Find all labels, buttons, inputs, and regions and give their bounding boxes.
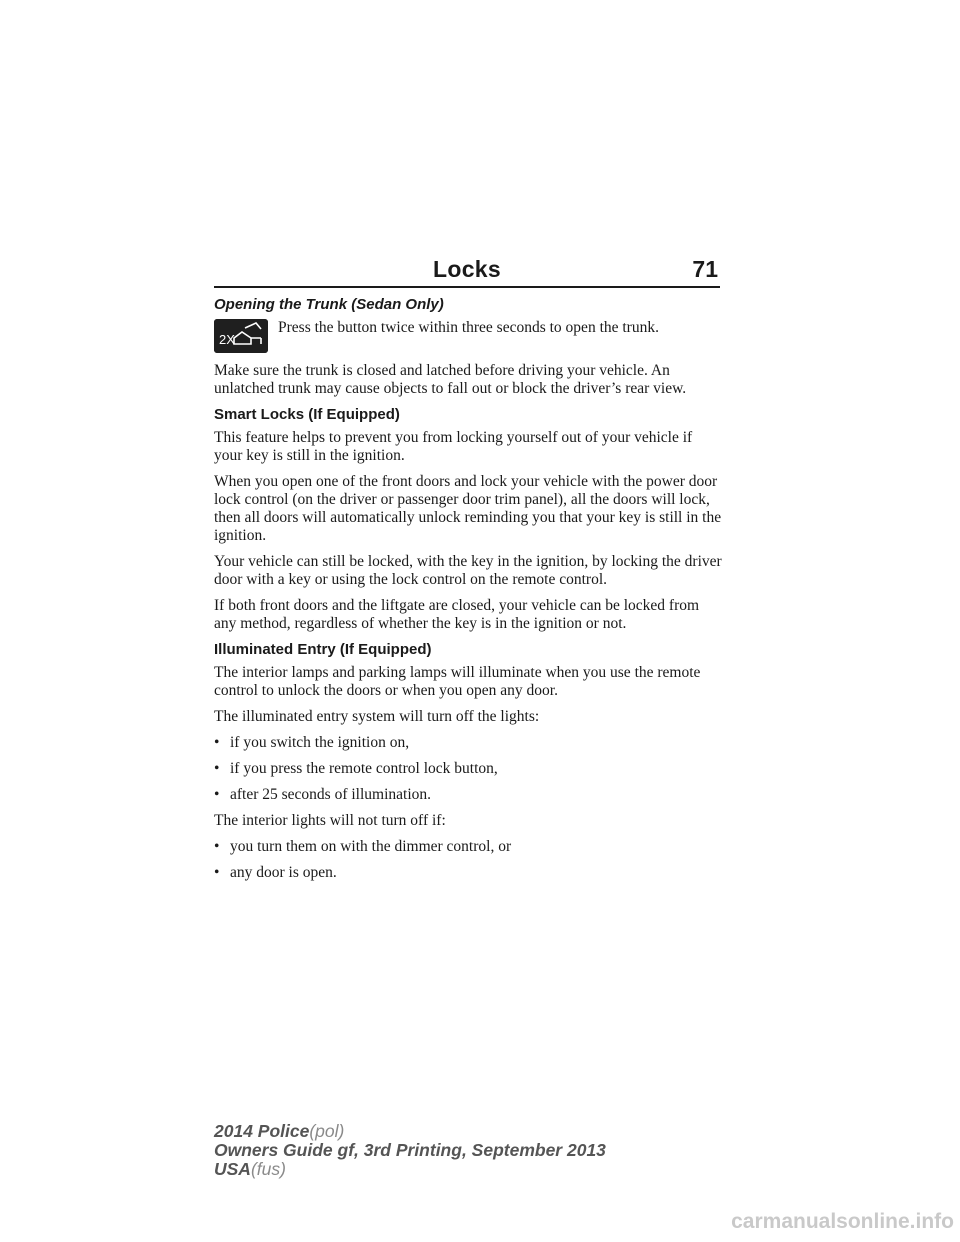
list-item	[214, 864, 722, 882]
list-item-text: after 25 seconds of illumination.	[230, 786, 432, 803]
stay-on-intro: The interior lights will not turn off if:	[214, 812, 446, 829]
list-item-text: any door is open.	[230, 864, 337, 881]
footer-market-code: (fus)	[250, 1159, 286, 1179]
footer-line-2: Owners Guide gf, 3rd Printing, September 2013	[214, 1140, 606, 1160]
bullet-icon: •	[214, 838, 220, 855]
bullet-icon: •	[214, 864, 220, 881]
bullet-icon: •	[214, 786, 220, 803]
footer-line-3	[214, 1160, 606, 1179]
bullet-icon: •	[214, 734, 220, 751]
footer-market: USA	[214, 1159, 251, 1179]
watermark: carmanualsonline.info	[731, 1210, 954, 1233]
smart-locks-paragraph: This feature helps to prevent you from locking yourself out of your vehicle if your key is still in the ignition.	[214, 429, 693, 464]
stay-on-list	[214, 838, 722, 882]
trunk-icon-label: 2X	[219, 332, 235, 347]
trunk-open-2x-icon	[214, 319, 268, 353]
list-item	[214, 734, 722, 752]
page-number: 71	[692, 256, 718, 282]
trunk-heading: Opening the Trunk (Sedan Only)	[214, 296, 444, 313]
bullet-icon: •	[214, 760, 220, 777]
smart-locks-heading: Smart Locks (If Equipped)	[214, 406, 400, 423]
list-item	[214, 838, 722, 856]
illuminated-entry-intro: The interior lamps and parking lamps will illuminate when you use the remote control to unlock the doors or when you open any door.	[214, 664, 701, 699]
trunk-caution: Make sure the trunk is closed and latched before driving your vehicle. An unlatched trunk may cause objects to fall out or block the driver’s rear view.	[214, 362, 687, 397]
turn-off-list	[214, 734, 722, 804]
trunk-instruction: Press the button twice within three seconds to open the trunk.	[278, 319, 659, 336]
list-item-text: if you switch the ignition on,	[230, 734, 410, 751]
trunk-instruction-row	[214, 319, 722, 353]
smart-locks-paragraph: When you open one of the front doors and lock your vehicle with the power door lock control (on the driver or passenger door trim panel), all the doors will lock, then all doors will automatically unlock reminding you that your key is still in the ignition.	[214, 473, 722, 544]
list-item-text: if you press the remote control lock button,	[230, 760, 498, 777]
document-footer	[214, 1122, 606, 1179]
section-title: Locks	[433, 256, 501, 282]
list-item	[214, 786, 722, 804]
page-content	[214, 296, 722, 890]
list-item	[214, 760, 722, 778]
smart-locks-paragraph: If both front doors and the liftgate are closed, your vehicle can be locked from any method, regardless of whether the key is in the ignition or not.	[214, 597, 700, 632]
turn-off-intro: The illuminated entry system will turn off the lights:	[214, 708, 540, 725]
footer-model: 2014 Police	[214, 1121, 310, 1141]
footer-line-1	[214, 1122, 606, 1141]
list-item-text: you turn them on with the dimmer control, or	[230, 838, 512, 855]
smart-locks-paragraph: Your vehicle can still be locked, with the key in the ignition, by locking the driver door with a key or using the lock control on the remote control.	[214, 553, 722, 588]
footer-model-code: (pol)	[309, 1121, 345, 1141]
page-header	[214, 256, 720, 288]
illuminated-entry-heading: Illuminated Entry (If Equipped)	[214, 641, 432, 658]
